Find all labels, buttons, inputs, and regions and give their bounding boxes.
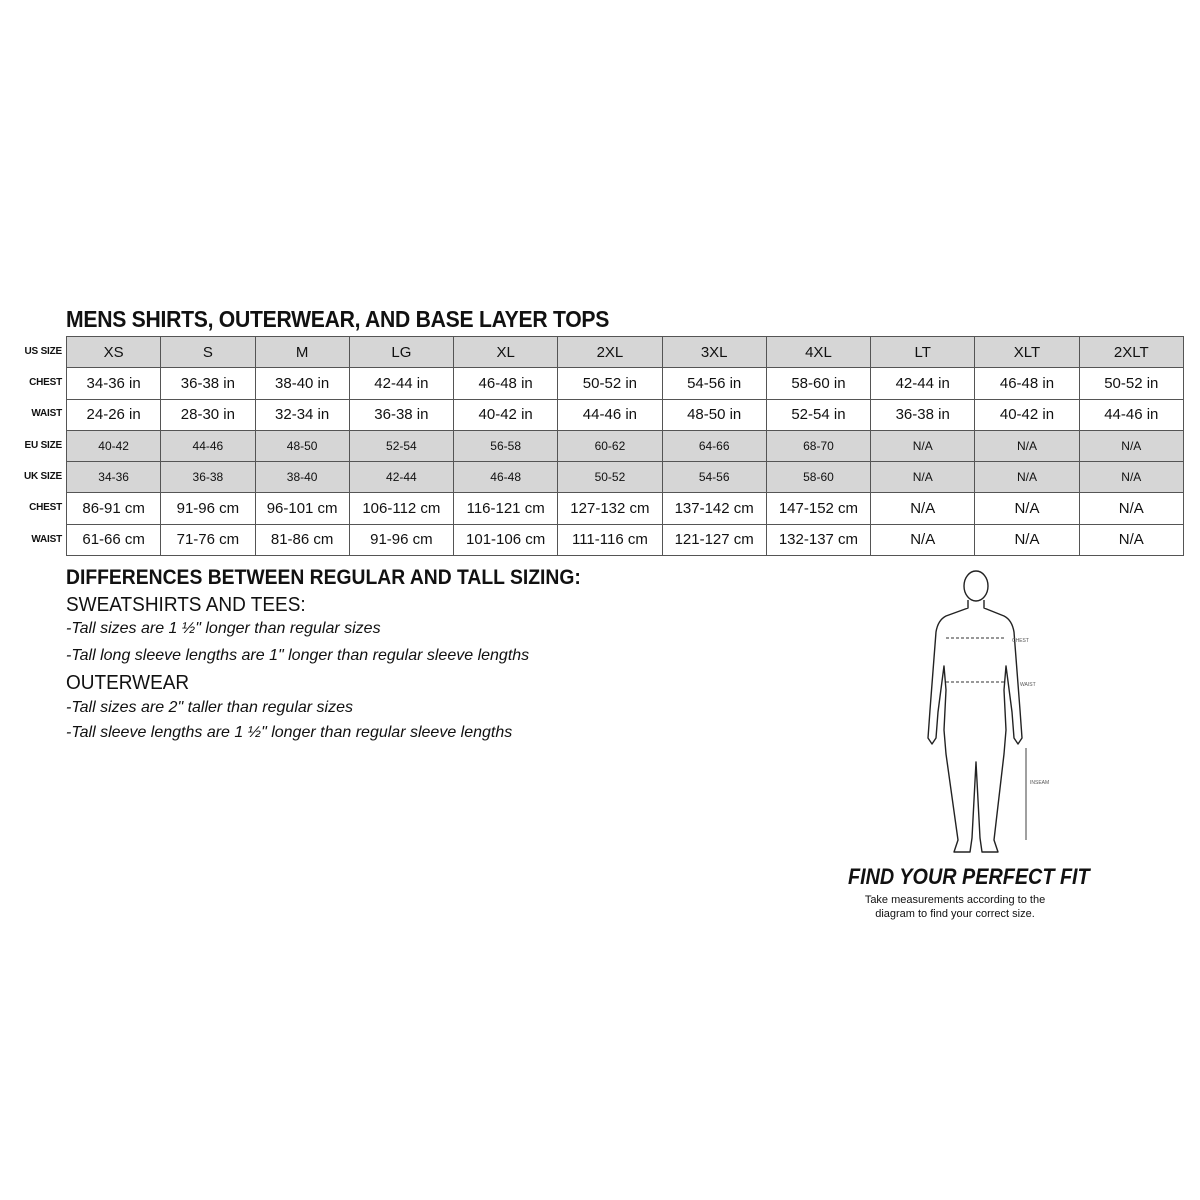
table-cell: 116-121 cm (454, 493, 558, 524)
table-cell: 137-142 cm (662, 493, 766, 524)
table-cell: 3XL (662, 337, 766, 368)
table-cell: 60-62 (558, 430, 662, 461)
table-cell: 36-38 in (871, 399, 975, 430)
table-cell: 54-56 in (662, 368, 766, 399)
table-cell: N/A (975, 462, 1079, 493)
row-label-us-size: US SIZE (24, 346, 62, 357)
table-cell: N/A (975, 524, 1079, 555)
table-cell: 86-91 cm (67, 493, 161, 524)
chest-label: CHEST (1012, 638, 1029, 644)
table-cell: N/A (871, 524, 975, 555)
table-cell: 50-52 in (1079, 368, 1183, 399)
table-cell: 81-86 cm (255, 524, 349, 555)
table-cell: N/A (1079, 462, 1183, 493)
table-row (67, 368, 1184, 399)
row-label-eu-size: EU SIZE (24, 440, 62, 451)
table-cell: S (161, 337, 255, 368)
chart-title: MENS SHIRTS, OUTERWEAR, AND BASE LAYER TOPS (66, 306, 610, 332)
table-cell: 111-116 cm (558, 524, 662, 555)
table-cell: 44-46 in (1079, 399, 1183, 430)
table-cell: 46-48 in (454, 368, 558, 399)
table-cell: 42-44 in (349, 368, 453, 399)
table-cell: 38-40 in (255, 368, 349, 399)
table-cell: 96-101 cm (255, 493, 349, 524)
table-cell: XLT (975, 337, 1079, 368)
table-row (67, 493, 1184, 524)
table-cell: 58-60 (766, 462, 870, 493)
table-cell: 54-56 (662, 462, 766, 493)
table-cell: 42-44 (349, 462, 453, 493)
table-cell: 38-40 (255, 462, 349, 493)
table-cell: 64-66 (662, 430, 766, 461)
table-cell: XS (67, 337, 161, 368)
row-label-waist-cm: WAIST (31, 534, 62, 545)
table-cell: 50-52 in (558, 368, 662, 399)
table-cell: XL (454, 337, 558, 368)
table-cell: 42-44 in (871, 368, 975, 399)
table-cell: 91-96 cm (161, 493, 255, 524)
table-cell: LG (349, 337, 453, 368)
table-cell: 101-106 cm (454, 524, 558, 555)
inseam-label: INSEAM (1030, 780, 1050, 786)
outerwear-note-2: -Tall sleeve lengths are 1 ½" longer than regular sleeve lengths (66, 724, 513, 741)
table-cell: 40-42 in (975, 399, 1079, 430)
table-cell: 61-66 cm (67, 524, 161, 555)
table-cell: 58-60 in (766, 368, 870, 399)
table-cell: N/A (1079, 524, 1183, 555)
table-row (67, 430, 1184, 461)
table-cell: 46-48 (454, 462, 558, 493)
table-cell: 32-34 in (255, 399, 349, 430)
table-cell: 24-26 in (67, 399, 161, 430)
table-row (67, 524, 1184, 555)
table-cell: 106-112 cm (349, 493, 453, 524)
table-cell: 48-50 in (662, 399, 766, 430)
row-label-uk-size: UK SIZE (23, 471, 62, 482)
waist-label: WAIST (1020, 682, 1036, 688)
table-cell: 28-30 in (161, 399, 255, 430)
table-cell: 40-42 (67, 430, 161, 461)
table-cell: M (255, 337, 349, 368)
size-table (66, 336, 1184, 556)
table-cell: 71-76 cm (161, 524, 255, 555)
table-row (67, 337, 1184, 368)
table-row (67, 399, 1184, 430)
sweatshirts-note-1: -Tall sizes are 1 ½" longer than regular sizes (66, 620, 381, 637)
table-cell: 4XL (766, 337, 870, 368)
sweatshirts-note-2: -Tall long sleeve lengths are 1" longer than regular sleeve lengths (66, 647, 530, 664)
table-cell: N/A (1079, 493, 1183, 524)
table-cell: 91-96 cm (349, 524, 453, 555)
table-cell: 34-36 in (67, 368, 161, 399)
outerwear-heading: OUTERWEAR (66, 672, 190, 694)
table-cell: 36-38 in (161, 368, 255, 399)
figure-head (964, 571, 988, 601)
fit-instructions: Take measurements according to the diagram to find your correct size. (864, 894, 1046, 920)
table-cell: LT (871, 337, 975, 368)
table-cell: 132-137 cm (766, 524, 870, 555)
table-cell: 2XL (558, 337, 662, 368)
outerwear-note-1: -Tall sizes are 2" taller than regular sizes (66, 699, 353, 716)
table-cell: 56-58 (454, 430, 558, 461)
table-cell: 121-127 cm (662, 524, 766, 555)
differences-heading: DIFFERENCES BETWEEN REGULAR AND TALL SIZING: (66, 566, 581, 589)
table-row (67, 462, 1184, 493)
table-cell: N/A (975, 493, 1079, 524)
table-cell: 2XLT (1079, 337, 1183, 368)
table-cell: 44-46 (161, 430, 255, 461)
table-cell: 36-38 in (349, 399, 453, 430)
table-cell: N/A (975, 430, 1079, 461)
row-label-waist-in: WAIST (31, 408, 62, 419)
table-cell: 34-36 (67, 462, 161, 493)
body-measurement-diagram (900, 570, 1060, 860)
row-label-chest-in: CHEST (29, 377, 62, 388)
table-cell: 48-50 (255, 430, 349, 461)
table-cell: 44-46 in (558, 399, 662, 430)
table-cell: N/A (871, 462, 975, 493)
table-cell: 52-54 in (766, 399, 870, 430)
table-cell: N/A (871, 430, 975, 461)
fit-title: FIND YOUR PERFECT FIT (848, 864, 1090, 889)
table-cell: 40-42 in (454, 399, 558, 430)
table-cell: N/A (1079, 430, 1183, 461)
table-cell: 46-48 in (975, 368, 1079, 399)
row-label-chest-cm: CHEST (29, 502, 62, 513)
table-cell: 127-132 cm (558, 493, 662, 524)
table-cell: 147-152 cm (766, 493, 870, 524)
table-cell: 50-52 (558, 462, 662, 493)
figure-outline (928, 600, 1022, 852)
table-cell: 36-38 (161, 462, 255, 493)
table-cell: N/A (871, 493, 975, 524)
sweatshirts-heading: SWEATSHIRTS AND TEES: (66, 594, 306, 616)
table-cell: 68-70 (766, 430, 870, 461)
table-cell: 52-54 (349, 430, 453, 461)
